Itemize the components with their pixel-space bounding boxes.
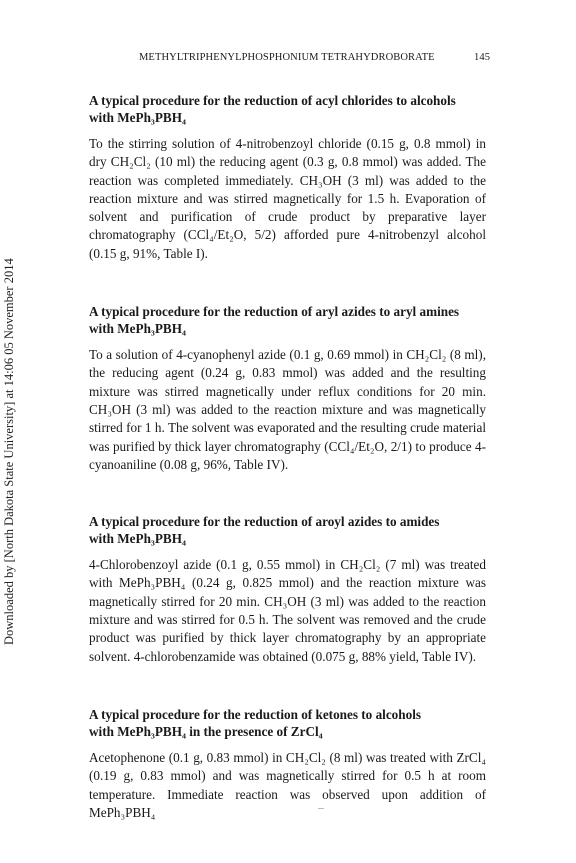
section-body: 4-Chlorobenzoyl azide (0.1 g, 0.55 mmol) in CH₂Cl₂ (7 ml) was treated with MePh₃PBH₄ (0.24 g, 0.825 mmol) and the reaction mixture was magnetically stirred for 20 min. CH₃OH (3 ml) was added to the reaction mixture and was stirred for 0.5 h. The solvent was removed and the crude product was purified by thick layer chromatography by an appropriate solvent. 4-chlorobenzamide was obtained (0.075 g, 88% yield, Table IV). bbox=[89, 557, 486, 664]
section-heading bbox=[89, 513, 486, 547]
page-mark bbox=[318, 808, 324, 809]
section-heading-line: with MePh₃PBH₄ bbox=[89, 321, 186, 337]
section-aryl-azides bbox=[89, 303, 486, 474]
main-content bbox=[89, 92, 486, 822]
section-heading-line: A typical procedure for the reduction of ketones to alcohols bbox=[89, 706, 421, 722]
section-body: Acetophenone (0.1 g, 0.83 mmol) in CH₂Cl₂ (8 ml) was treated with ZrCl₄ (0.19 g, 0.83 mmol) and was magnetically stirred for 0.5 h at room temperature. Immediate reaction was observed upon addition of MePh₃PBH₄ bbox=[89, 749, 486, 820]
section-body: To the stirring solution of 4-nitrobenzoyl chloride (0.15 g, 0.8 mmol) in dry CH₂Cl₂ (10 ml) the reducing agent (0.3 g, 0.8 mmol) was added. The reaction was completed immediately. CH₃OH (3 ml) was added to the reaction mixture and was stirred magnetically for 1.5 h. Evaporation of solvent and purification of crude product by preparative layer chromatography (CCl₄/Et₂O, 5/2) afforded pure 4-nitrobenzyl alcohol (0.15 g, 91%, Table I). bbox=[89, 136, 486, 261]
section-acyl-chlorides bbox=[89, 92, 486, 263]
section-heading bbox=[89, 706, 486, 740]
section-ketones bbox=[89, 706, 486, 822]
running-title: METHYLTRIPHENYLPHOSPHONIUM TETRAHYDROBORATE bbox=[139, 52, 435, 63]
section-heading-line: A typical procedure for the reduction of aryl azides to aryl amines bbox=[89, 304, 460, 320]
section-heading-line: A typical procedure for the reduction of acyl chlorides to alcohols bbox=[89, 93, 456, 108]
download-watermark bbox=[0, 215, 16, 645]
section-heading-line: A typical procedure for the reduction of aroyl azides to amides bbox=[89, 514, 440, 530]
section-heading-line: with MePh₃PBH₄ in the presence of ZrCl₄ bbox=[89, 723, 323, 739]
page-number: 145 bbox=[474, 52, 491, 63]
download-watermark-text: Downloaded by [North Dakota State University] at 14:06 05 November 2014 bbox=[2, 258, 16, 645]
section-heading bbox=[89, 303, 486, 337]
section-heading bbox=[89, 92, 486, 126]
section-aroyl-azides bbox=[89, 513, 486, 666]
section-heading-line: with MePh₃PBH₄ bbox=[89, 110, 186, 125]
section-heading-line: with MePh₃PBH₄ bbox=[89, 531, 186, 547]
section-body: To a solution of 4-cyanophenyl azide (0.1 g, 0.69 mmol) in CH₂Cl₂ (8 ml), the reducing agent (0.24 g, 0.83 mmol) was added and the resulting mixture was stirred magnetically under reflux conditions for 20 min. CH₃OH (3 ml) was added to the reaction mixture and was magnetically stirred for 1 h. The solvent was evaporated and the resulting crude material was purified by thick layer chromatography (CCl₄/Et₂O, 2/1) to produce 4-cyanoaniline (0.08 g, 96%, Table IV). bbox=[89, 347, 486, 472]
